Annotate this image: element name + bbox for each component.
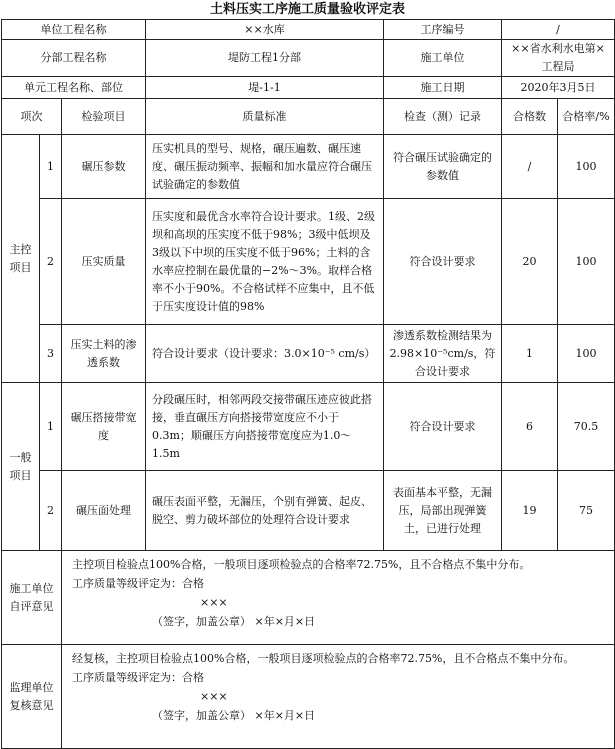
column-header-row [2, 99, 615, 135]
sub-project-value: 堤防工程1分部 [146, 40, 384, 77]
item-no: 2 [40, 471, 62, 551]
table-row [2, 199, 615, 325]
col-pass-count: 合格数 [502, 99, 558, 135]
check-record: 符合碾压试验确定的参数值 [384, 135, 502, 199]
pass-count: 19 [502, 471, 558, 551]
unit-project-label: 单位工程名称 [2, 20, 146, 40]
pass-rate: 75 [558, 471, 615, 551]
header-row-3 [2, 77, 615, 99]
quality-standard: 压实机具的型号、规格，碾压遍数、碾压速度、碾压振动频率、振幅和加水量应符合碾压试验确定的参数值 [146, 135, 384, 199]
general-group-label: 一般项目 [2, 383, 40, 551]
table-row [2, 325, 615, 383]
check-item-name: 压实土料的渗透系数 [62, 325, 146, 383]
process-no-value: / [502, 20, 615, 40]
quality-standard: 碾压表面平整，无漏压，个别有弹簧、起皮、脱空、剪力破坏部位的处理符合设计要求 [146, 471, 384, 551]
supervisor-sign-note: （签字，加盖公章） [152, 709, 251, 722]
supervisor-date: ×年×月×日 [254, 709, 316, 722]
contractor-label: 施工单位 [384, 40, 502, 77]
form-title: 土料压实工序施工质量验收评定表 [209, 2, 405, 17]
check-record: 表面基本平整，无漏压，局部出现弹簧土，已进行处理 [384, 471, 502, 551]
pass-rate: 100 [558, 199, 615, 325]
table-row [2, 135, 615, 199]
col-item: 项次 [2, 99, 62, 135]
evaluation-table [1, 19, 615, 749]
item-no: 2 [40, 199, 62, 325]
main-group-label: 主控项目 [2, 135, 40, 383]
process-no-label: 工序编号 [384, 20, 502, 40]
supervisor-opinion-row [2, 645, 615, 749]
quality-standard: 压实度和最优含水率符合设计要求。1级、2级坝和高坝的压实度不低于98%；3级中低坝及3级以下中坝的压实度不低于96%；土料的含水率应控制在最优量的−2%～3%。取样合格率不小于90%。不合格试样不应集中，且不低于压实度设计值的98% [146, 199, 384, 325]
element-label: 单元工程名称、部位 [2, 77, 146, 99]
contractor-opinion [62, 551, 615, 645]
check-record: 符合设计要求 [384, 383, 502, 471]
check-record: 符合设计要求 [384, 199, 502, 325]
contractor-date: ×年×月×日 [254, 615, 316, 628]
col-pass-rate: 合格率/% [558, 99, 615, 135]
pass-rate: 100 [558, 325, 615, 383]
item-no: 1 [40, 135, 62, 199]
check-item-name: 压实质量 [62, 199, 146, 325]
check-item-name: 碾压参数 [62, 135, 146, 199]
check-item-name: 碾压搭接带宽度 [62, 383, 146, 471]
quality-standard: 符合设计要求（设计要求：3.0×10⁻⁵ cm/s） [146, 325, 384, 383]
table-row [2, 471, 615, 551]
supervisor-grade: 工序质量等级评定为：合格 [72, 671, 204, 684]
header-row-1 [2, 20, 615, 40]
table-row [2, 383, 615, 471]
pass-rate: 70.5 [558, 383, 615, 471]
item-no: 3 [40, 325, 62, 383]
col-record: 检查（测）记录 [384, 99, 502, 135]
contractor-sign-note: （签字，加盖公章） [152, 615, 251, 628]
contractor-signer: ××× [200, 596, 228, 609]
contractor-opinion-label: 施工单位自评意见 [2, 551, 62, 645]
pass-count: 1 [502, 325, 558, 383]
pass-count: 6 [502, 383, 558, 471]
pass-count: 20 [502, 199, 558, 325]
supervisor-opinion [62, 645, 615, 749]
contractor-opinion-text: 主控项目检验点100%合格，一般项目逐项检验点的合格率72.75%，且不合格点不集中分布。 [72, 558, 531, 571]
element-value: 堤-1-1 [146, 77, 384, 99]
col-standard: 质量标准 [146, 99, 384, 135]
item-no: 1 [40, 383, 62, 471]
date-label: 施工日期 [384, 77, 502, 99]
contractor-opinion-row [2, 551, 615, 645]
quality-standard: 分段碾压时，相邻两段交接带碾压迹应彼此搭接，垂直碾压方向搭接带宽度应不小于0.3m；顺碾压方向搭接带宽度应为1.0～1.5m [146, 383, 384, 471]
contractor-grade: 工序质量等级评定为：合格 [72, 577, 204, 590]
check-item-name: 碾压面处理 [62, 471, 146, 551]
supervisor-opinion-label: 监理单位复核意见 [2, 645, 62, 749]
sub-project-label: 分部工程名称 [2, 40, 146, 77]
contractor-value: ××省水利水电第×工程局 [502, 40, 615, 77]
check-record: 渗透系数检测结果为2.98×10⁻⁵cm/s，符合设计要求 [384, 325, 502, 383]
pass-rate: 100 [558, 135, 615, 199]
pass-count: / [502, 135, 558, 199]
unit-project-value: ××水库 [146, 20, 384, 40]
date-value: 2020年3月5日 [502, 77, 615, 99]
col-check-item: 检验项目 [62, 99, 146, 135]
supervisor-opinion-text: 经复核，主控项目检验点100%合格，一般项目逐项检验点的合格率72.75%，且不合格点不集中分布。 [72, 652, 575, 665]
header-row-2 [2, 40, 615, 77]
supervisor-signer: ××× [200, 690, 228, 703]
